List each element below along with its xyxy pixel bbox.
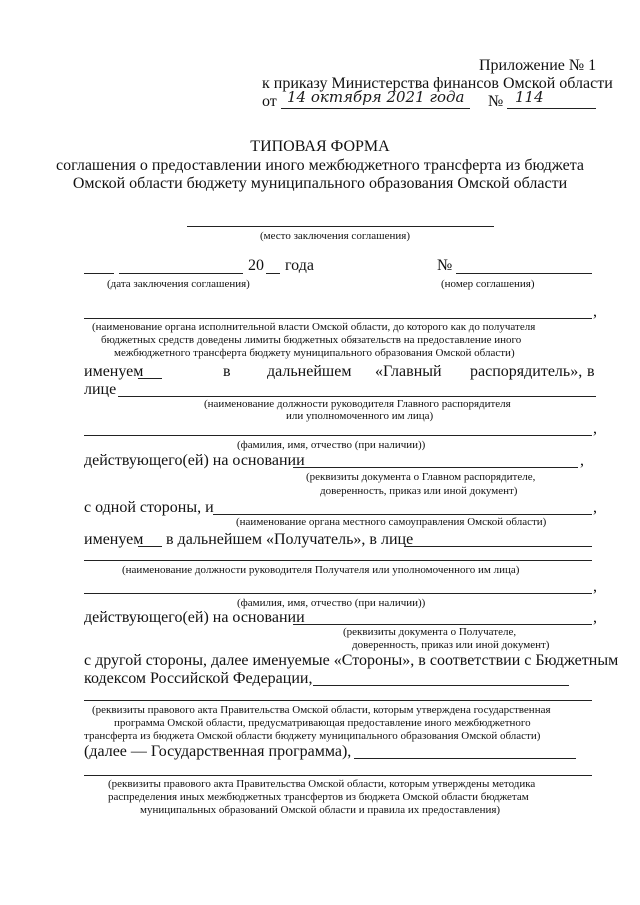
- position-hint-line2: или уполномоченного им лица): [286, 410, 434, 422]
- named-w5: распорядитель»,: [470, 363, 583, 380]
- number-hint: (номер соглашения): [441, 278, 535, 290]
- program-line: [84, 700, 592, 701]
- basis-line-2: [293, 624, 592, 625]
- local-authority-hint: (наименование органа местного самоуправления Омской области): [236, 516, 547, 528]
- date-hint: (дата заключения соглашения): [107, 278, 250, 290]
- in-person-label-1: лице: [84, 381, 117, 398]
- authority-hint-line3: межбюджетного трансферта бюджету муниципального образования Омской области): [114, 347, 515, 359]
- doc-hint-2-line1: (реквизиты документа о Получателе,: [343, 626, 517, 638]
- comma: ,: [593, 499, 597, 516]
- order-number-handwritten: 114: [515, 88, 544, 106]
- appendix-title: Приложение № 1: [479, 57, 597, 74]
- comma: ,: [593, 420, 597, 437]
- named-word: именуем: [84, 363, 144, 380]
- named-ending-line-2: [138, 546, 162, 547]
- agreement-number-line: [456, 273, 592, 274]
- method-hint-line3: муниципальных образований Омской области и правила их предоставления): [140, 804, 501, 816]
- appendix-from-label: от: [262, 93, 277, 110]
- recipient-position-hint: (наименование должности руководителя Получателя или уполномоченного им лица): [122, 564, 520, 576]
- doc-hint-1-line1: (реквизиты документа о Главном распорядителе,: [306, 471, 536, 483]
- order-date-handwritten: 14 октября 2021 года: [287, 88, 465, 106]
- year-prefix: 20: [248, 257, 264, 274]
- form-subtitle-line2: Омской области бюджету муниципального образования Омской области: [72, 175, 568, 192]
- named-ending-line: [138, 378, 162, 379]
- authority-hint-line2: бюджетных средств доведены лимиты бюджетных обязательств на предоставление иного: [101, 334, 522, 346]
- one-side-label: с одной стороны, и: [84, 499, 214, 516]
- budget-code-text: кодексом Российской Федерации,: [84, 670, 313, 687]
- doc-hint-2-line2: доверенность, приказ или иной документ): [352, 639, 550, 651]
- form-title: ТИПОВАЯ ФОРМА: [250, 138, 390, 155]
- year-label: года: [285, 257, 314, 274]
- named-w6: в: [587, 363, 595, 380]
- form-subtitle-line1: соглашения о предоставлении иного межбюджетного трансферта из бюджета: [55, 157, 585, 174]
- comma: ,: [580, 452, 584, 469]
- acting-basis-label-1: действующего(ей) на основании: [84, 452, 305, 469]
- comma: ,: [593, 578, 597, 595]
- authority-hint-line1: (наименование органа исполнительной власти Омской области, до которого как до получателя: [92, 321, 536, 333]
- named-word-2: именуем: [84, 531, 144, 548]
- position-line-2a: [404, 546, 592, 547]
- appendix-order-ref: к приказу Министерства финансов Омской области: [262, 75, 613, 92]
- comma: ,: [593, 303, 597, 320]
- date-day-line: [84, 273, 114, 274]
- fio-hint-1: (фамилия, имя, отчество (при наличии)): [237, 439, 426, 451]
- named-recipient-text: в дальнейшем «Получатель», в лице: [166, 531, 414, 548]
- comma: ,: [593, 609, 597, 626]
- method-line: [84, 775, 592, 776]
- fio-line-1: [84, 435, 592, 436]
- program-hint-line1: (реквизиты правового акта Правительства Омской области, которым утверждена государственная: [92, 704, 551, 716]
- position-line-1: [118, 396, 596, 397]
- local-authority-line: [213, 514, 592, 515]
- method-hint-line2: распределения иных межбюджетных трансфертов из бюджета Омской области бюджетам: [108, 791, 529, 803]
- method-hint-line1: (реквизиты правового акта Правительства Омской области, которым утверждены методика: [108, 778, 536, 790]
- position-hint-line1: (наименование должности руководителя Главного распорядителя: [204, 398, 511, 410]
- place-hint: (место заключения соглашения): [260, 230, 410, 242]
- acting-basis-label-2: действующего(ей) на основании: [84, 609, 305, 626]
- position-line-2b: [84, 560, 592, 561]
- program-hint-line3: трансферта из бюджета Омской области бюджету муниципального образования Омской области): [84, 730, 541, 742]
- order-date-line: [281, 108, 470, 109]
- fio-line-2: [84, 593, 592, 594]
- order-number-line: [507, 108, 596, 109]
- program-hint-line2: программа Омской области, предусматривающая предоставление иного межбюджетного: [114, 717, 531, 729]
- named-w4: «Главный: [375, 363, 442, 380]
- named-w3: дальнейшем: [267, 363, 352, 380]
- named-w2: в: [223, 363, 231, 380]
- appendix-number-label: №: [488, 93, 504, 110]
- code-line: [313, 685, 569, 686]
- date-month-line: [119, 273, 243, 274]
- agreement-number-sign: №: [437, 257, 453, 274]
- fio-hint-2: (фамилия, имя, отчество (при наличии)): [237, 597, 426, 609]
- authority-line: [84, 318, 592, 319]
- year-line: [266, 273, 280, 274]
- doc-hint-1-line2: доверенность, приказ или иной документ): [320, 485, 518, 497]
- basis-line-1: [293, 467, 578, 468]
- program-label: (далее — Государственная программа),: [84, 743, 352, 760]
- program-name-line: [354, 758, 576, 759]
- other-side-text: с другой стороны, далее именуемые «Стороны», в соответствии с Бюджетным: [84, 652, 619, 669]
- place-line: [187, 226, 494, 227]
